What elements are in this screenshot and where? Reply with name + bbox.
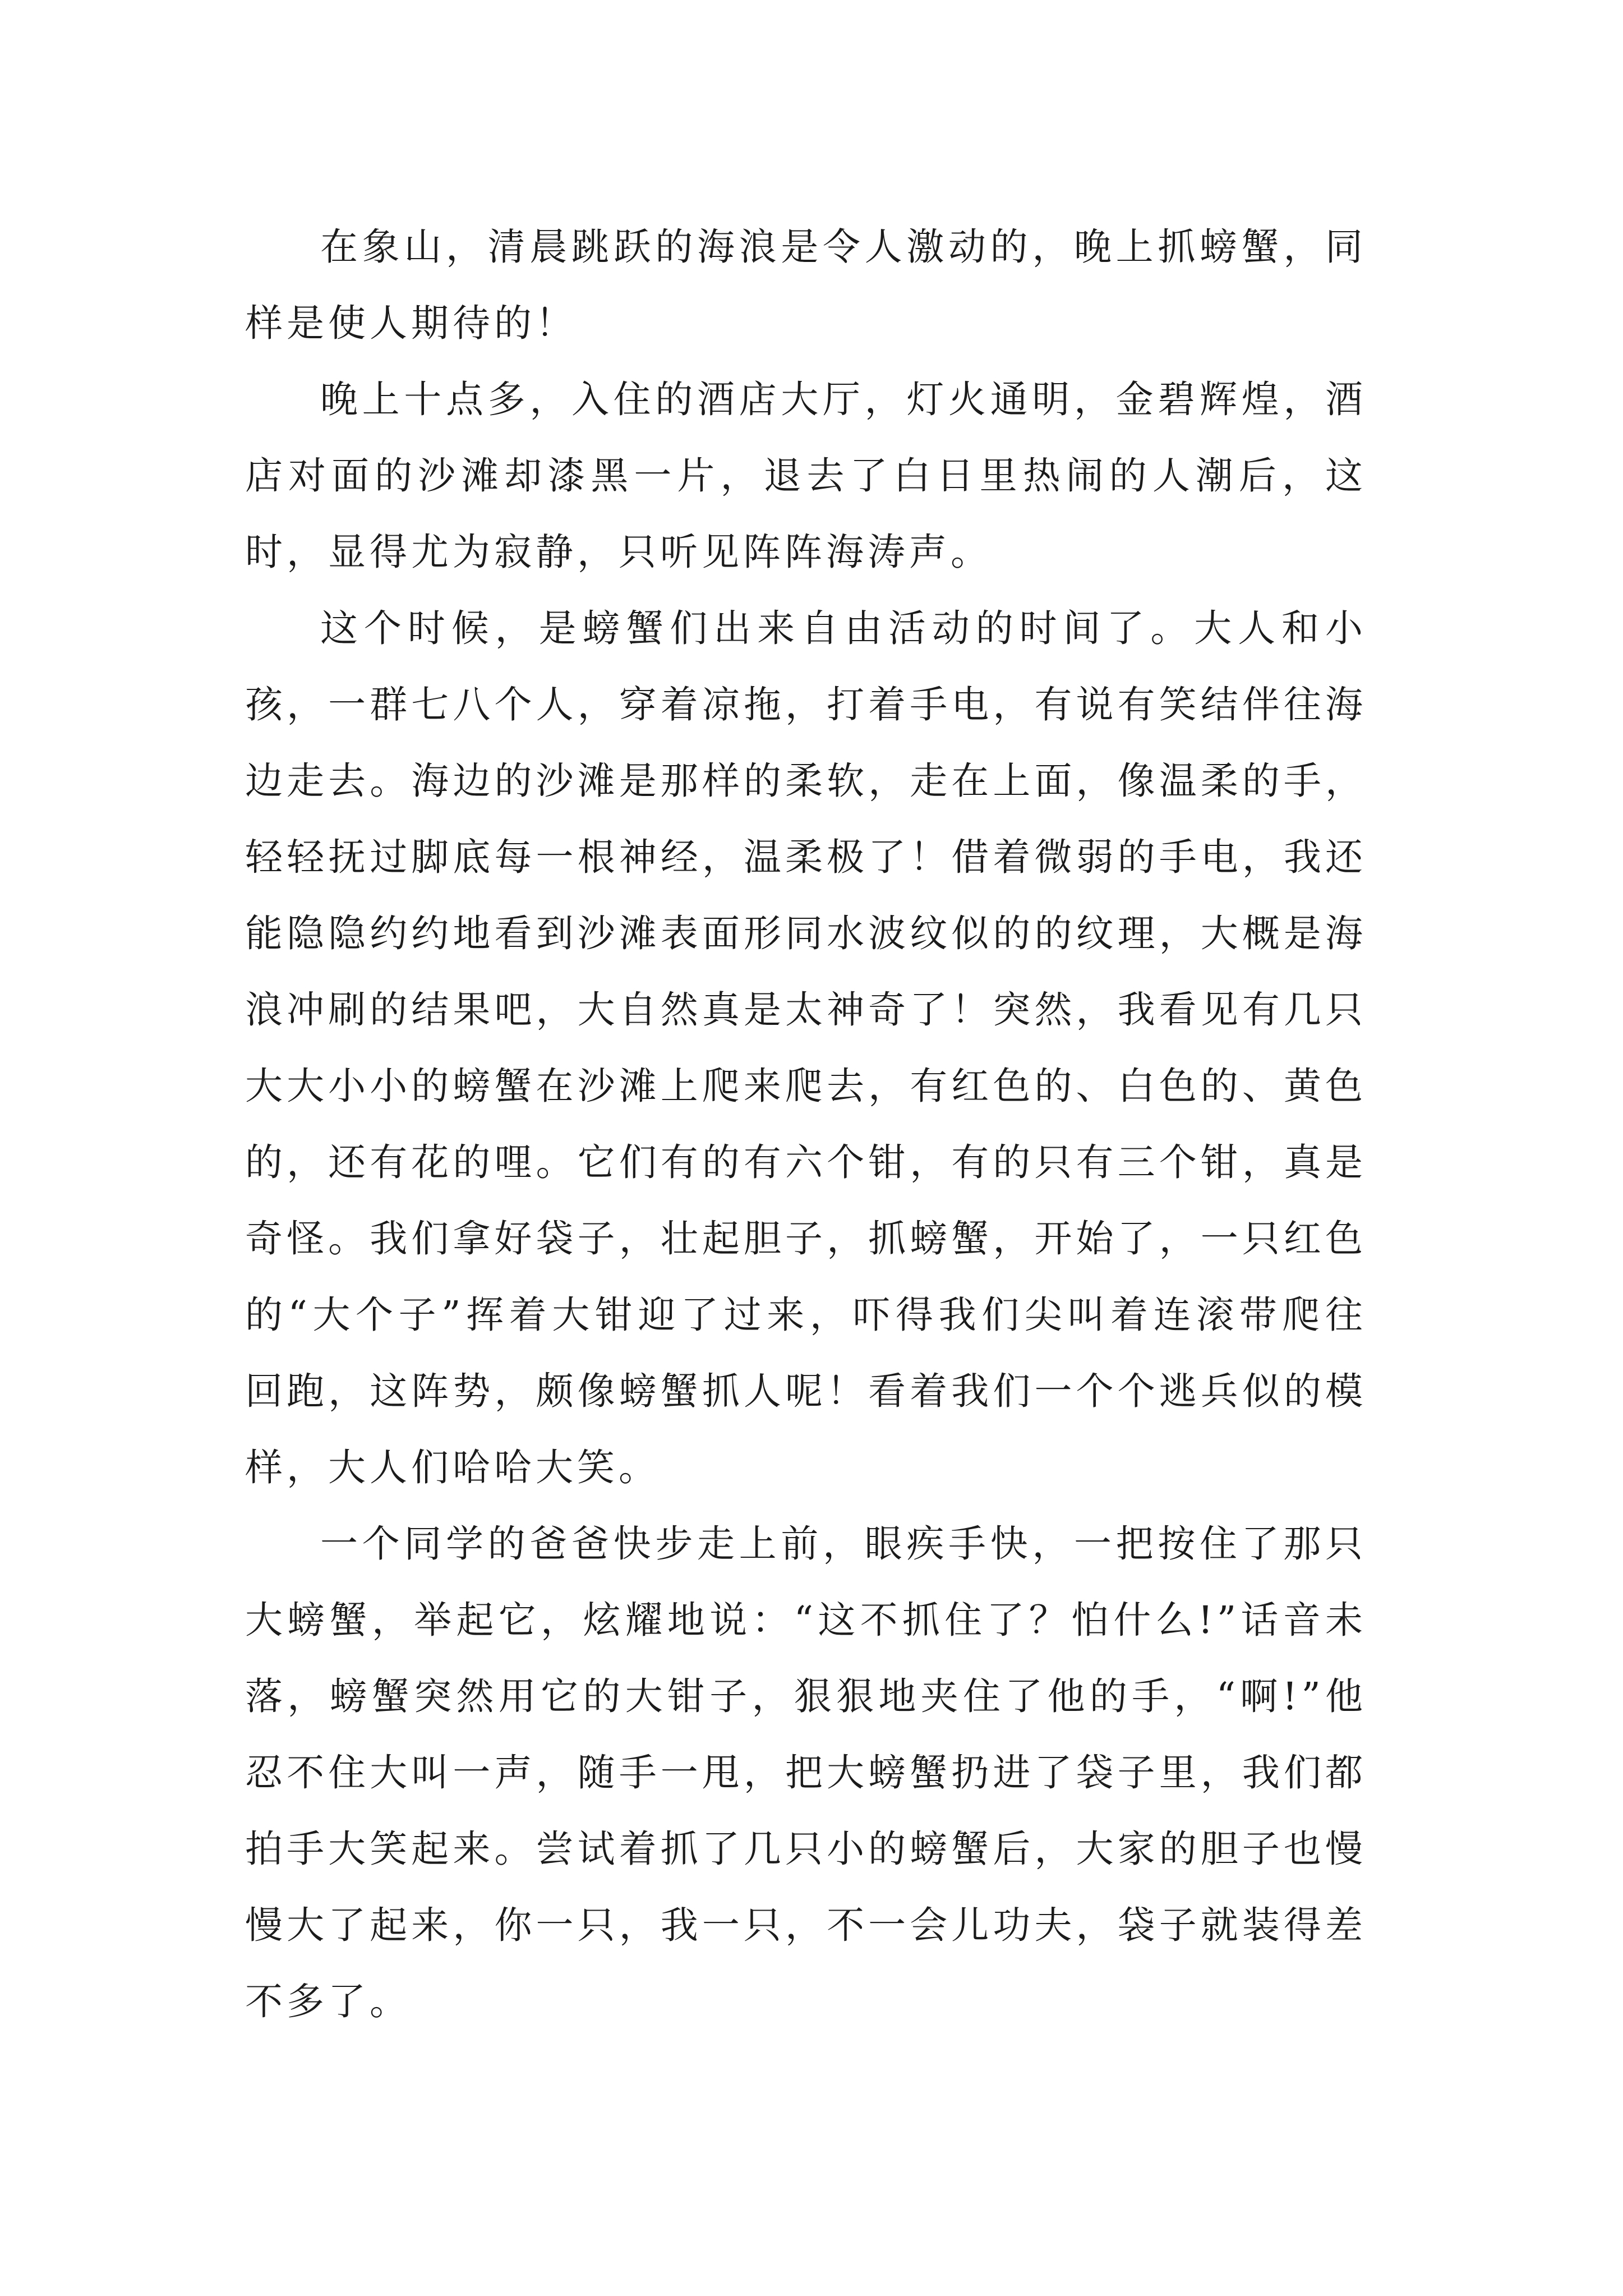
paragraph: 这个时候，是螃蟹们出来自由活动的时间了。大人和小孩，一群七八个人，穿着凉拖，打着手电，有说有笑结伴往海边走去。海边的沙滩是那样的柔软，走在上面，像温柔的手，轻轻抚过脚底每一根神经，温柔极了！借着微弱的手电，我还能隐隐约约地看到沙滩表面形同水波纹似的的纹理，大概是海浪冲刷的结果吧，大自然真是太神奇了！突然，我看见有几只大大小小的螃蟹在沙滩上爬来爬去，有红色的、白色的、黄色的，还有花的哩。它们有的有六个钳，有的只有三个钳，真是奇怪。我们拿好袋子，壮起胆子，抓螃蟹，开始了，一只红色的“大个子”挥着大钳迎了过来，吓得我们尖叫着连滚带爬往回跑，这阵势，颇像螃蟹抓人呢！看着我们一个个逃兵似的模样，大人们哈哈大笑。 [245, 606, 1367, 1489]
document-body [245, 209, 1367, 2040]
paragraph: 一个同学的爸爸快步走上前，眼疾手快，一把按住了那只大螃蟹，举起它，炫耀地说：“这不抓住了？怕什么!”话音未落，螃蟹突然用它的大钳子，狠狠地夹住了他的手，“啊!”他忍不住大叫一声，随手一甩，把大螃蟹扔进了袋子里，我们都拍手大笑起来。尝试着抓了几只小的螃蟹后，大家的胆子也慢慢大了起来，你一只，我一只，不一会儿功夫，袋子就装得差不多了。 [245, 1522, 1367, 2023]
paragraph: 晚上十点多，入住的酒店大厅，灯火通明，金碧辉煌，酒店对面的沙滩却漆黑一片，退去了白日里热闹的人潮后，这时，显得尤为寂静，只听见阵阵海涛声。 [245, 378, 1367, 574]
paragraph: 在象山，清晨跳跃的海浪是令人激动的，晚上抓螃蟹，同样是使人期待的！ [245, 225, 1367, 345]
